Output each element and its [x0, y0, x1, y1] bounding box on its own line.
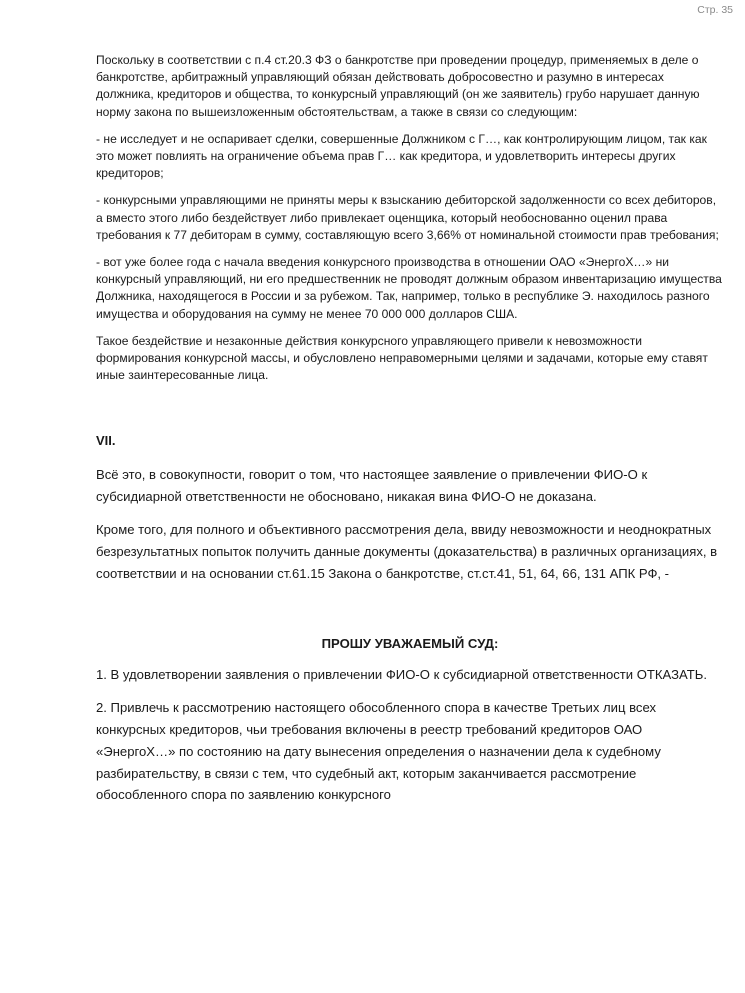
conclusion-paragraph: Всё это, в совокупности, говорит о том, что настоящее заявление о привлечении ФИО-О к субсидиарной ответственности не обосновано, никакая вина ФИО-О не доказана.	[96, 467, 648, 505]
document-body	[96, 52, 724, 817]
intro-paragraph: Поскольку в соответствии с п.4 ст.20.3 ФЗ о банкротстве при проведении процедур, применяемых в деле о банкротстве, арбитражный управляющий обязан действовать добросовестно и разумно в интересах должника, кредиторов и общества, то конкурсный управляющий (он же заявитель) грубо нарушает данную норму закона по вышеизложенным обстоятельствам, а также в связи со следующим:	[96, 53, 700, 119]
list-item: - конкурсными управляющими не приняты меры к взысканию дебиторской задолженности со всех дебиторов, а вместо этого либо бездействует либо привлекает оценщика, который необоснованно оценил права требования к 77 дебиторам в сумму, составляющую всего 3,66% от номинальной стоимости прав требования;	[96, 193, 719, 242]
list-item: - вот уже более года с начала введения конкурсного производства в отношении ОАО «ЭнергоХ…» ни конкурсный управляющий, ни его предшественник не проводят должным образом инвентаризацию имущества Должника, находящегося в России и за рубежом. Так, например, только в республике Э. находилось разного имущества и оборудования на сумму не менее 70 000 000 долларов США.	[96, 255, 722, 321]
section-heading: VII.	[96, 433, 116, 449]
summary-paragraph: Такое бездействие и незаконные действия конкурсного управляющего привели к невозможности формирования конкурсной массы, и обусловлено неправомерными целями и задачами, которые ему ставят иные заинтересованные лица.	[96, 333, 708, 383]
request-heading: ПРОШУ УВАЖАЕМЫЙ СУД:	[321, 636, 499, 652]
motion-paragraph: Кроме того, для полного и объективного рассмотрения дела, ввиду невозможности и неоднократных безрезультатных попыток получить данные документы (доказательства) в различных организациях, в соответствии и на основании ст.61.15 Закона о банкротстве, ст.ст.41, 51, 64, 66, 131 АПК РФ, -	[96, 522, 718, 581]
request-item: 1. В удовлетворении заявления о привлечении ФИО-О к субсидиарной ответственности ОТКАЗАТЬ.	[96, 667, 707, 683]
page-number: Стр. 35	[697, 4, 733, 16]
request-item: 2. Привлечь к рассмотрению настоящего обособленного спора в качестве Третьих лиц всех конкурсных кредиторов, чьи требования включены в реестр требований кредиторов ОАО «ЭнергоХ…» по состоянию на дату вынесения определения о назначении дела к судебному разбирательству, в связи с тем, что судебный акт, которым заканчивается рассмотрение обособленного спора по заявлению конкурсного	[96, 700, 661, 803]
list-item: - не исследует и не оспаривает сделки, совершенные Должником с Г…, как контролирующим лицом, так как это может повлиять на ограничение объема прав Г… как кредитора, и удовлетворить интересы других кредиторов;	[96, 131, 707, 181]
